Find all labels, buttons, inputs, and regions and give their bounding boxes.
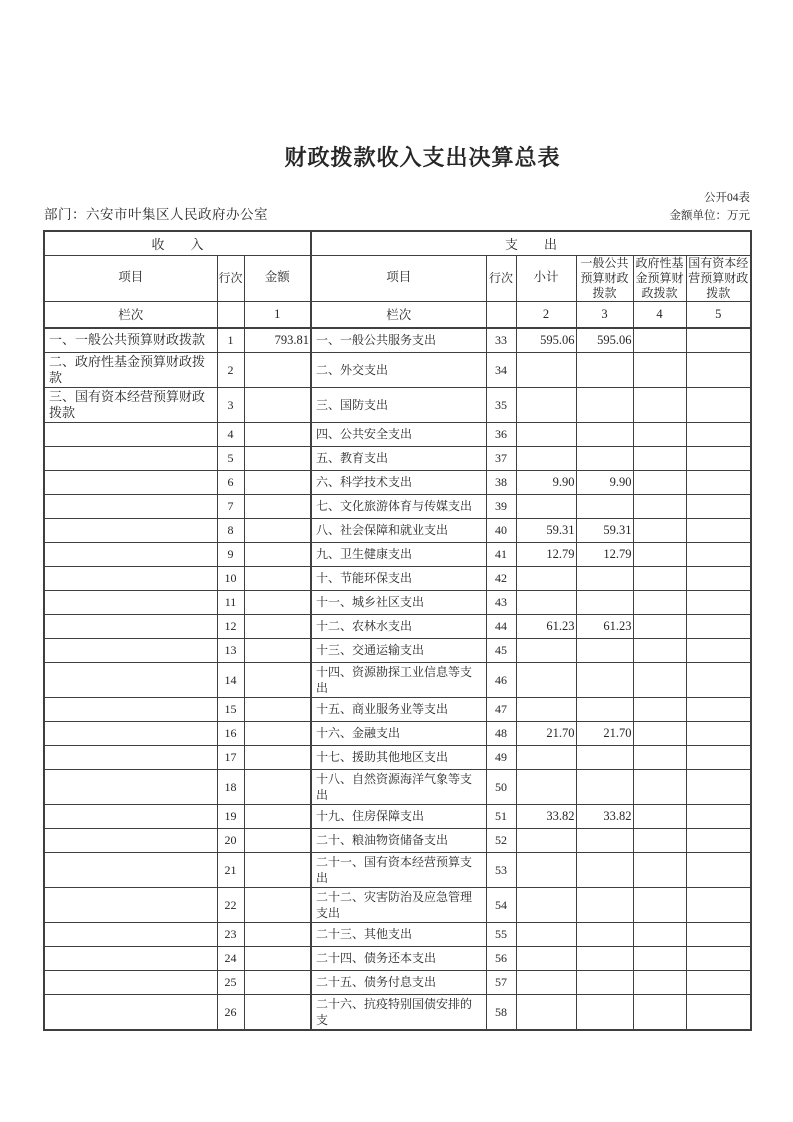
general-budget-cell — [576, 352, 633, 387]
form-number-label: 公开04表 — [704, 192, 750, 204]
expense-item-cell: 一、一般公共服务支出 — [311, 328, 486, 352]
gov-fund-cell — [633, 387, 686, 422]
expense-line-cell: 38 — [486, 470, 516, 494]
subtotal-cell — [516, 852, 576, 887]
income-item-cell — [44, 470, 217, 494]
col-header-expense-item: 项目 — [311, 255, 486, 301]
income-item-cell — [44, 769, 217, 804]
subtotal-cell — [516, 566, 576, 590]
gov-fund-cell — [633, 721, 686, 745]
income-line-cell: 17 — [217, 745, 244, 769]
income-amount-cell — [244, 614, 311, 638]
expense-line-cell: 58 — [486, 994, 516, 1030]
gov-fund-cell — [633, 614, 686, 638]
gov-fund-cell — [633, 804, 686, 828]
income-item-cell — [44, 828, 217, 852]
income-line-cell: 22 — [217, 887, 244, 922]
gov-fund-cell — [633, 518, 686, 542]
expense-line-cell: 45 — [486, 638, 516, 662]
income-item-cell — [44, 994, 217, 1030]
general-budget-cell — [576, 922, 633, 946]
income-amount-cell — [244, 970, 311, 994]
subtotal-cell: 9.90 — [516, 470, 576, 494]
income-amount-cell — [244, 638, 311, 662]
expense-line-cell: 40 — [486, 518, 516, 542]
table-row — [44, 446, 751, 470]
income-line-cell: 21 — [217, 852, 244, 887]
income-amount-cell — [244, 518, 311, 542]
table-row — [44, 470, 751, 494]
income-line-cell: 14 — [217, 662, 244, 697]
expense-line-cell: 48 — [486, 721, 516, 745]
general-budget-cell: 59.31 — [576, 518, 633, 542]
subtotal-cell: 21.70 — [516, 721, 576, 745]
gov-fund-cell — [633, 852, 686, 887]
table-row — [44, 638, 751, 662]
state-capital-cell — [686, 887, 751, 922]
general-budget-cell — [576, 745, 633, 769]
table-row — [44, 994, 751, 1030]
col-header-income-line: 行次 — [217, 255, 244, 301]
income-item-cell — [44, 662, 217, 697]
table-row — [44, 662, 751, 697]
table-body — [44, 328, 751, 1030]
table-row — [44, 745, 751, 769]
income-item-cell — [44, 946, 217, 970]
expense-item-cell: 十二、农林水支出 — [311, 614, 486, 638]
expense-item-cell: 三、国防支出 — [311, 387, 486, 422]
income-item-cell — [44, 970, 217, 994]
income-item-cell — [44, 852, 217, 887]
expense-line-cell: 53 — [486, 852, 516, 887]
gov-fund-cell — [633, 994, 686, 1030]
income-item-cell — [44, 804, 217, 828]
income-item-cell — [44, 494, 217, 518]
state-capital-cell — [686, 566, 751, 590]
gov-fund-cell — [633, 470, 686, 494]
general-budget-cell: 33.82 — [576, 804, 633, 828]
subtotal-cell — [516, 422, 576, 446]
general-budget-cell — [576, 970, 633, 994]
expense-line-cell: 49 — [486, 745, 516, 769]
expense-line-cell: 41 — [486, 542, 516, 566]
table-row — [44, 946, 751, 970]
general-budget-cell — [576, 590, 633, 614]
gov-fund-cell — [633, 887, 686, 922]
income-item-cell — [44, 446, 217, 470]
state-capital-cell — [686, 804, 751, 828]
lane-capital-no: 5 — [686, 301, 751, 328]
lane-subtotal-no: 2 — [516, 301, 576, 328]
income-line-cell: 1 — [217, 328, 244, 352]
expense-item-cell: 十八、自然资源海洋气象等支出 — [311, 769, 486, 804]
table-row — [44, 590, 751, 614]
subtotal-cell — [516, 946, 576, 970]
expense-item-cell: 二十三、其他支出 — [311, 922, 486, 946]
state-capital-cell — [686, 422, 751, 446]
income-line-cell: 20 — [217, 828, 244, 852]
general-budget-cell — [576, 887, 633, 922]
income-amount-cell — [244, 566, 311, 590]
income-item-cell — [44, 542, 217, 566]
expense-item-cell: 十四、资源勘探工业信息等支出 — [311, 662, 486, 697]
income-amount-cell — [244, 721, 311, 745]
expense-item-cell: 八、社会保障和就业支出 — [311, 518, 486, 542]
subtotal-cell — [516, 769, 576, 804]
general-budget-cell: 21.70 — [576, 721, 633, 745]
income-line-cell: 13 — [217, 638, 244, 662]
state-capital-cell — [686, 470, 751, 494]
table-row — [44, 352, 751, 387]
state-capital-cell — [686, 828, 751, 852]
table-row — [44, 422, 751, 446]
table-row — [44, 697, 751, 721]
income-amount-cell — [244, 662, 311, 697]
state-capital-cell — [686, 542, 751, 566]
general-budget-cell: 61.23 — [576, 614, 633, 638]
subtotal-cell — [516, 494, 576, 518]
income-item-cell: 一、一般公共预算财政拨款 — [44, 328, 217, 352]
income-amount-cell — [244, 542, 311, 566]
table-row — [44, 387, 751, 422]
income-amount-cell — [244, 697, 311, 721]
meta-row — [44, 203, 750, 223]
general-budget-cell — [576, 769, 633, 804]
gov-fund-cell — [633, 446, 686, 470]
fiscal-summary-table — [43, 230, 752, 1031]
income-line-cell: 9 — [217, 542, 244, 566]
general-budget-cell — [576, 446, 633, 470]
subtotal-cell — [516, 970, 576, 994]
subtotal-cell — [516, 662, 576, 697]
table-row — [44, 518, 751, 542]
lane-expense-label: 栏次 — [311, 301, 486, 328]
state-capital-cell — [686, 662, 751, 697]
table-row — [44, 494, 751, 518]
subtotal-cell — [516, 828, 576, 852]
expense-item-cell: 十六、金融支出 — [311, 721, 486, 745]
subtotal-cell — [516, 887, 576, 922]
expense-line-cell: 46 — [486, 662, 516, 697]
general-budget-cell — [576, 387, 633, 422]
subtotal-cell: 33.82 — [516, 804, 576, 828]
table-row — [44, 804, 751, 828]
state-capital-cell — [686, 970, 751, 994]
subtotal-cell: 12.79 — [516, 542, 576, 566]
state-capital-cell — [686, 769, 751, 804]
expense-line-cell: 42 — [486, 566, 516, 590]
state-capital-cell — [686, 852, 751, 887]
section-header-row — [44, 231, 751, 255]
expense-line-cell: 35 — [486, 387, 516, 422]
subtotal-cell — [516, 387, 576, 422]
income-item-cell — [44, 518, 217, 542]
general-budget-cell: 9.90 — [576, 470, 633, 494]
subtotal-cell — [516, 745, 576, 769]
general-budget-cell — [576, 422, 633, 446]
state-capital-cell — [686, 745, 751, 769]
income-line-cell: 12 — [217, 614, 244, 638]
subtotal-cell — [516, 994, 576, 1030]
income-item-cell — [44, 887, 217, 922]
income-amount-cell — [244, 494, 311, 518]
state-capital-cell — [686, 352, 751, 387]
lane-fund-no: 4 — [633, 301, 686, 328]
gov-fund-cell — [633, 328, 686, 352]
income-amount-cell — [244, 470, 311, 494]
gov-fund-cell — [633, 828, 686, 852]
subtotal-cell — [516, 697, 576, 721]
expense-item-cell: 十九、住房保障支出 — [311, 804, 486, 828]
state-capital-cell — [686, 387, 751, 422]
income-amount-cell — [244, 828, 311, 852]
income-amount-cell — [244, 946, 311, 970]
state-capital-cell — [686, 697, 751, 721]
state-capital-cell — [686, 494, 751, 518]
general-budget-cell — [576, 662, 633, 697]
expense-item-cell: 十一、城乡社区支出 — [311, 590, 486, 614]
state-capital-cell — [686, 946, 751, 970]
table-row — [44, 328, 751, 352]
expense-line-cell: 43 — [486, 590, 516, 614]
subtotal-cell: 61.23 — [516, 614, 576, 638]
gov-fund-cell — [633, 745, 686, 769]
expense-line-cell: 55 — [486, 922, 516, 946]
general-budget-cell — [576, 994, 633, 1030]
fiscal-table-wrap — [43, 230, 752, 1031]
expense-item-cell: 二十二、灾害防治及应急管理支出 — [311, 887, 486, 922]
income-amount-cell — [244, 769, 311, 804]
general-budget-cell: 595.06 — [576, 328, 633, 352]
expense-line-cell: 36 — [486, 422, 516, 446]
income-line-cell: 4 — [217, 422, 244, 446]
expense-item-cell: 十五、商业服务业等支出 — [311, 697, 486, 721]
income-amount-cell: 793.81 — [244, 328, 311, 352]
income-line-cell: 24 — [217, 946, 244, 970]
lane-general-no: 3 — [576, 301, 633, 328]
expense-line-cell: 37 — [486, 446, 516, 470]
income-line-cell: 6 — [217, 470, 244, 494]
gov-fund-cell — [633, 946, 686, 970]
state-capital-cell — [686, 614, 751, 638]
state-capital-cell — [686, 638, 751, 662]
expense-line-cell: 56 — [486, 946, 516, 970]
income-item-cell: 三、国有资本经营预算财政拨款 — [44, 387, 217, 422]
income-item-cell — [44, 590, 217, 614]
col-header-income-item: 项目 — [44, 255, 217, 301]
income-amount-cell — [244, 804, 311, 828]
lane-income-label: 栏次 — [44, 301, 217, 328]
lane-empty-cell — [486, 301, 516, 328]
gov-fund-cell — [633, 662, 686, 697]
lane-number-row — [44, 301, 751, 328]
gov-fund-cell — [633, 922, 686, 946]
general-budget-cell — [576, 566, 633, 590]
general-budget-cell — [576, 697, 633, 721]
income-item-cell — [44, 697, 217, 721]
expense-item-cell: 二、外交支出 — [311, 352, 486, 387]
lane-empty-cell — [217, 301, 244, 328]
expense-item-cell: 二十、粮油物资储备支出 — [311, 828, 486, 852]
expense-line-cell: 39 — [486, 494, 516, 518]
income-item-cell — [44, 745, 217, 769]
table-row — [44, 542, 751, 566]
expense-line-cell: 54 — [486, 887, 516, 922]
expense-line-cell: 33 — [486, 328, 516, 352]
table-row — [44, 922, 751, 946]
income-line-cell: 8 — [217, 518, 244, 542]
expense-item-cell: 六、科学技术支出 — [311, 470, 486, 494]
gov-fund-cell — [633, 352, 686, 387]
col-header-expense-line: 行次 — [486, 255, 516, 301]
subtotal-cell: 59.31 — [516, 518, 576, 542]
state-capital-cell — [686, 446, 751, 470]
table-row — [44, 614, 751, 638]
expense-line-cell: 57 — [486, 970, 516, 994]
table-row — [44, 887, 751, 922]
expense-item-cell: 二十四、债务还本支出 — [311, 946, 486, 970]
income-item-cell — [44, 721, 217, 745]
col-header-subtotal: 小计 — [516, 255, 576, 301]
income-amount-cell — [244, 352, 311, 387]
subtotal-cell — [516, 638, 576, 662]
general-budget-cell: 12.79 — [576, 542, 633, 566]
expense-line-cell: 34 — [486, 352, 516, 387]
state-capital-cell — [686, 518, 751, 542]
gov-fund-cell — [633, 769, 686, 804]
state-capital-cell — [686, 994, 751, 1030]
state-capital-cell — [686, 328, 751, 352]
income-item-cell — [44, 566, 217, 590]
expense-section-header: 支 出 — [311, 231, 751, 255]
expense-item-cell: 二十一、国有资本经营预算支出 — [311, 852, 486, 887]
expense-line-cell: 52 — [486, 828, 516, 852]
general-budget-cell — [576, 946, 633, 970]
department-label: 部门：六安市叶集区人民政府办公室 — [44, 207, 268, 222]
income-amount-cell — [244, 745, 311, 769]
gov-fund-cell — [633, 590, 686, 614]
expense-line-cell: 47 — [486, 697, 516, 721]
state-capital-cell — [686, 721, 751, 745]
income-item-cell — [44, 922, 217, 946]
expense-line-cell: 50 — [486, 769, 516, 804]
table-row — [44, 970, 751, 994]
income-amount-cell — [244, 994, 311, 1030]
income-line-cell: 5 — [217, 446, 244, 470]
income-line-cell: 25 — [217, 970, 244, 994]
income-line-cell: 19 — [217, 804, 244, 828]
income-section-header: 收 入 — [44, 231, 311, 255]
lane-income-no: 1 — [244, 301, 311, 328]
income-amount-cell — [244, 387, 311, 422]
income-line-cell: 15 — [217, 697, 244, 721]
income-line-cell: 16 — [217, 721, 244, 745]
income-item-cell — [44, 638, 217, 662]
gov-fund-cell — [633, 422, 686, 446]
table-row — [44, 769, 751, 804]
subtotal-cell — [516, 590, 576, 614]
gov-fund-cell — [633, 638, 686, 662]
subtotal-cell — [516, 446, 576, 470]
income-amount-cell — [244, 887, 311, 922]
state-capital-cell — [686, 922, 751, 946]
expense-item-cell: 二十六、抗疫特别国债安排的支 — [311, 994, 486, 1030]
col-header-state-capital: 国有资本经营预算财政拨款 — [686, 255, 751, 301]
income-item-cell — [44, 422, 217, 446]
general-budget-cell — [576, 828, 633, 852]
col-header-general-budget: 一般公共预算财政拨款 — [576, 255, 633, 301]
subtotal-cell: 595.06 — [516, 328, 576, 352]
table-row — [44, 852, 751, 887]
expense-item-cell: 四、公共安全支出 — [311, 422, 486, 446]
income-line-cell: 10 — [217, 566, 244, 590]
income-item-cell — [44, 614, 217, 638]
subtotal-cell — [516, 922, 576, 946]
gov-fund-cell — [633, 566, 686, 590]
table-row — [44, 566, 751, 590]
column-header-row — [44, 255, 751, 301]
income-line-cell: 7 — [217, 494, 244, 518]
col-header-gov-fund: 政府性基金预算财政拨款 — [633, 255, 686, 301]
expense-item-cell: 二十五、债务付息支出 — [311, 970, 486, 994]
gov-fund-cell — [633, 494, 686, 518]
state-capital-cell — [686, 590, 751, 614]
expense-item-cell: 十、节能环保支出 — [311, 566, 486, 590]
income-line-cell: 2 — [217, 352, 244, 387]
subtotal-cell — [516, 352, 576, 387]
expense-item-cell: 十三、交通运输支出 — [311, 638, 486, 662]
income-amount-cell — [244, 422, 311, 446]
income-line-cell: 18 — [217, 769, 244, 804]
expense-item-cell: 十七、援助其他地区支出 — [311, 745, 486, 769]
unit-label: 金额单位：万元 — [669, 210, 750, 222]
page-title: 财政拨款收入支出决算总表 — [284, 145, 561, 170]
table-row — [44, 828, 751, 852]
expense-line-cell: 51 — [486, 804, 516, 828]
income-amount-cell — [244, 446, 311, 470]
expense-line-cell: 44 — [486, 614, 516, 638]
general-budget-cell — [576, 852, 633, 887]
table-row — [44, 721, 751, 745]
income-amount-cell — [244, 590, 311, 614]
income-line-cell: 23 — [217, 922, 244, 946]
income-item-cell: 二、政府性基金预算财政拨款 — [44, 352, 217, 387]
col-header-income-amount: 金额 — [244, 255, 311, 301]
gov-fund-cell — [633, 970, 686, 994]
income-amount-cell — [244, 922, 311, 946]
income-line-cell: 3 — [217, 387, 244, 422]
general-budget-cell — [576, 638, 633, 662]
gov-fund-cell — [633, 542, 686, 566]
gov-fund-cell — [633, 697, 686, 721]
income-line-cell: 26 — [217, 994, 244, 1030]
income-line-cell: 11 — [217, 590, 244, 614]
general-budget-cell — [576, 494, 633, 518]
expense-item-cell: 五、教育支出 — [311, 446, 486, 470]
expense-item-cell: 九、卫生健康支出 — [311, 542, 486, 566]
income-amount-cell — [244, 852, 311, 887]
expense-item-cell: 七、文化旅游体育与传媒支出 — [311, 494, 486, 518]
